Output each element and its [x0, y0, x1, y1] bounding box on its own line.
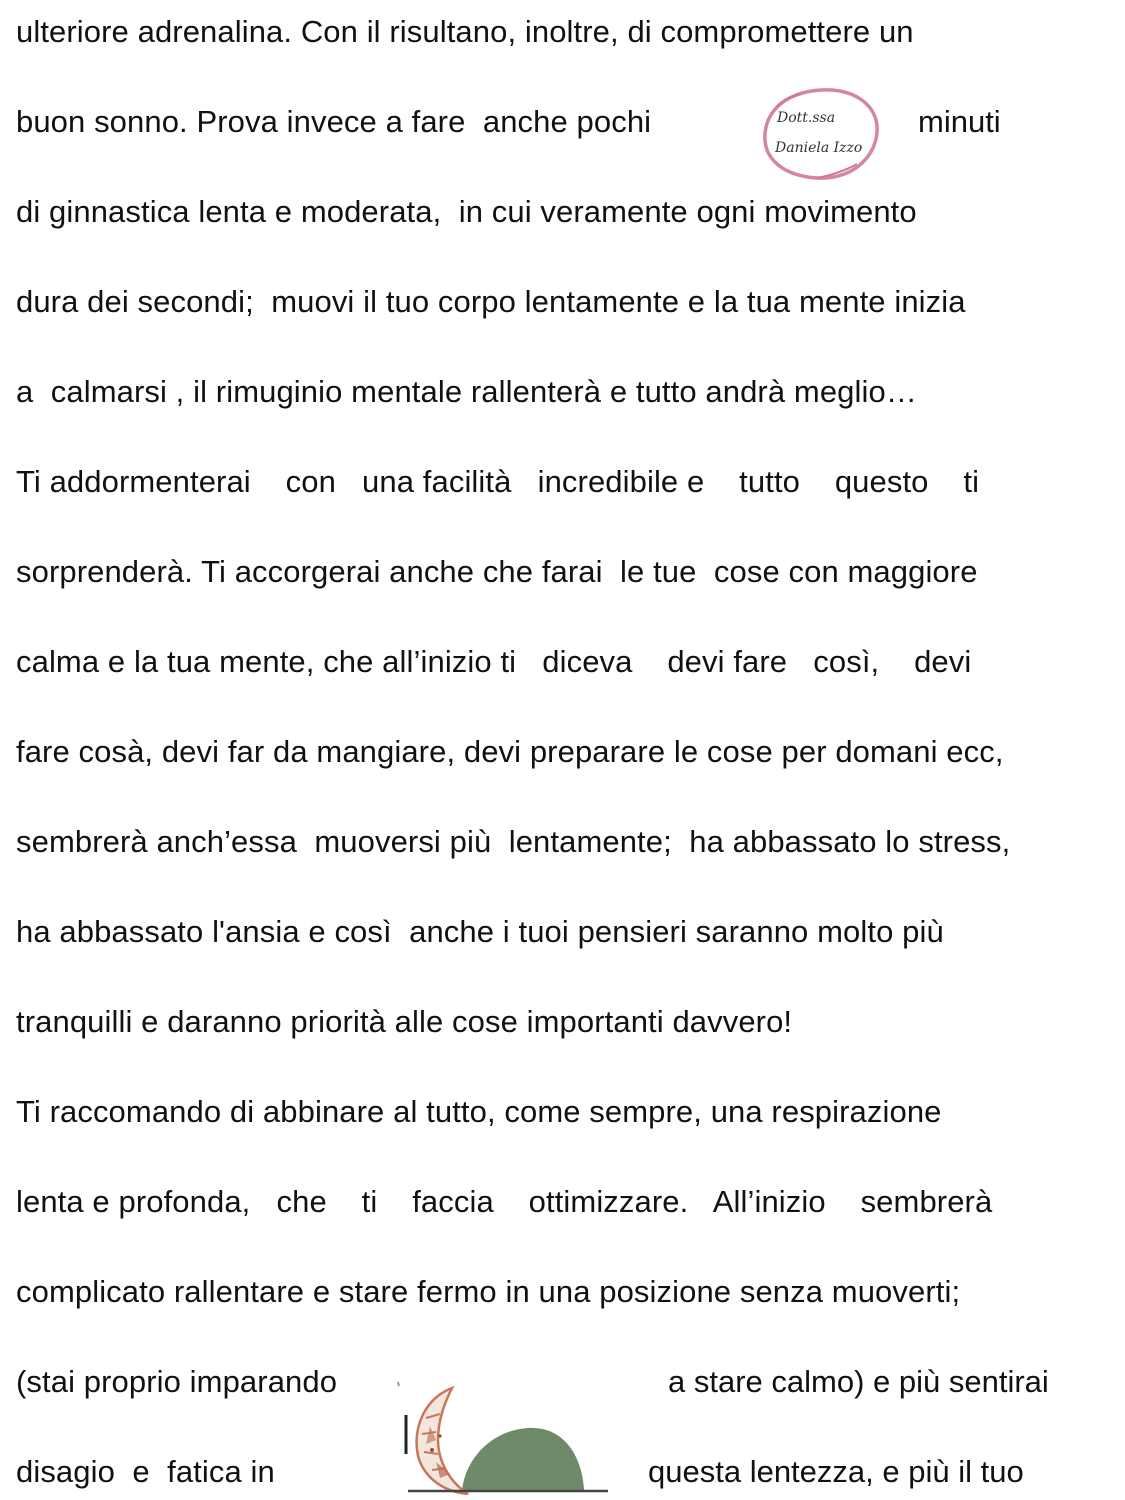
text-line: disagio e fatica in	[16, 1454, 275, 1489]
stamp-line-1: Dott.ssa	[777, 110, 836, 126]
text-line: Ti raccomando di abbinare al tutto, come sempre, una respirazione	[16, 1094, 942, 1129]
text-line: tranquilli e daranno priorità alle cose importanti davvero!	[16, 1004, 793, 1039]
author-stamp-logo	[757, 84, 885, 184]
text-line: questa lentezza, e più il tuo	[648, 1454, 1024, 1489]
stamp-ring-icon	[757, 84, 885, 184]
text-line: fare cosà, devi far da mangiare, devi preparare le cose per domani ecc,	[16, 734, 1004, 769]
text-line: sorprenderà. Ti accorgerai anche che farai le tue cose con maggiore	[16, 554, 978, 589]
text-line: a calmarsi , il rimuginio mentale rallenterà e tutto andrà meglio…	[16, 374, 917, 409]
text-line: lenta e profonda, che ti faccia ottimizzare. All’inizio sembrerà	[16, 1184, 993, 1219]
text-line: ha abbassato l'ansia e così anche i tuoi pensieri saranno molto più	[16, 914, 944, 949]
text-line: dura dei secondi; muovi il tuo corpo lentamente e la tua mente inizia	[16, 284, 966, 319]
text-line: minuti	[918, 104, 1001, 139]
stamp-line-2: Daniela Izzo	[775, 140, 863, 156]
text-line: buon sonno. Prova invece a fare anche pochi	[16, 104, 652, 139]
text-line: Ti addormenterai con una facilità incredibile e tutto questo ti	[16, 464, 980, 499]
text-line: sembrerà anch’essa muoversi più lentamente; ha abbassato lo stress,	[16, 824, 1011, 859]
text-line: complicato rallentare e stare fermo in una posizione senza muoverti;	[16, 1274, 961, 1309]
text-line: (stai proprio imparando	[16, 1364, 338, 1399]
text-line: di ginnastica lenta e moderata, in cui veramente ogni movimento	[16, 194, 917, 229]
text-line: a stare calmo) e più sentirai	[668, 1364, 1049, 1399]
text-line: ulteriore adrenalina. Con il risultano, inoltre, di compromettere un	[16, 14, 914, 49]
moon-and-hill-icon	[396, 1370, 614, 1495]
text-line: calma e la tua mente, che all’inizio ti diceva devi fare così, devi	[16, 644, 972, 679]
